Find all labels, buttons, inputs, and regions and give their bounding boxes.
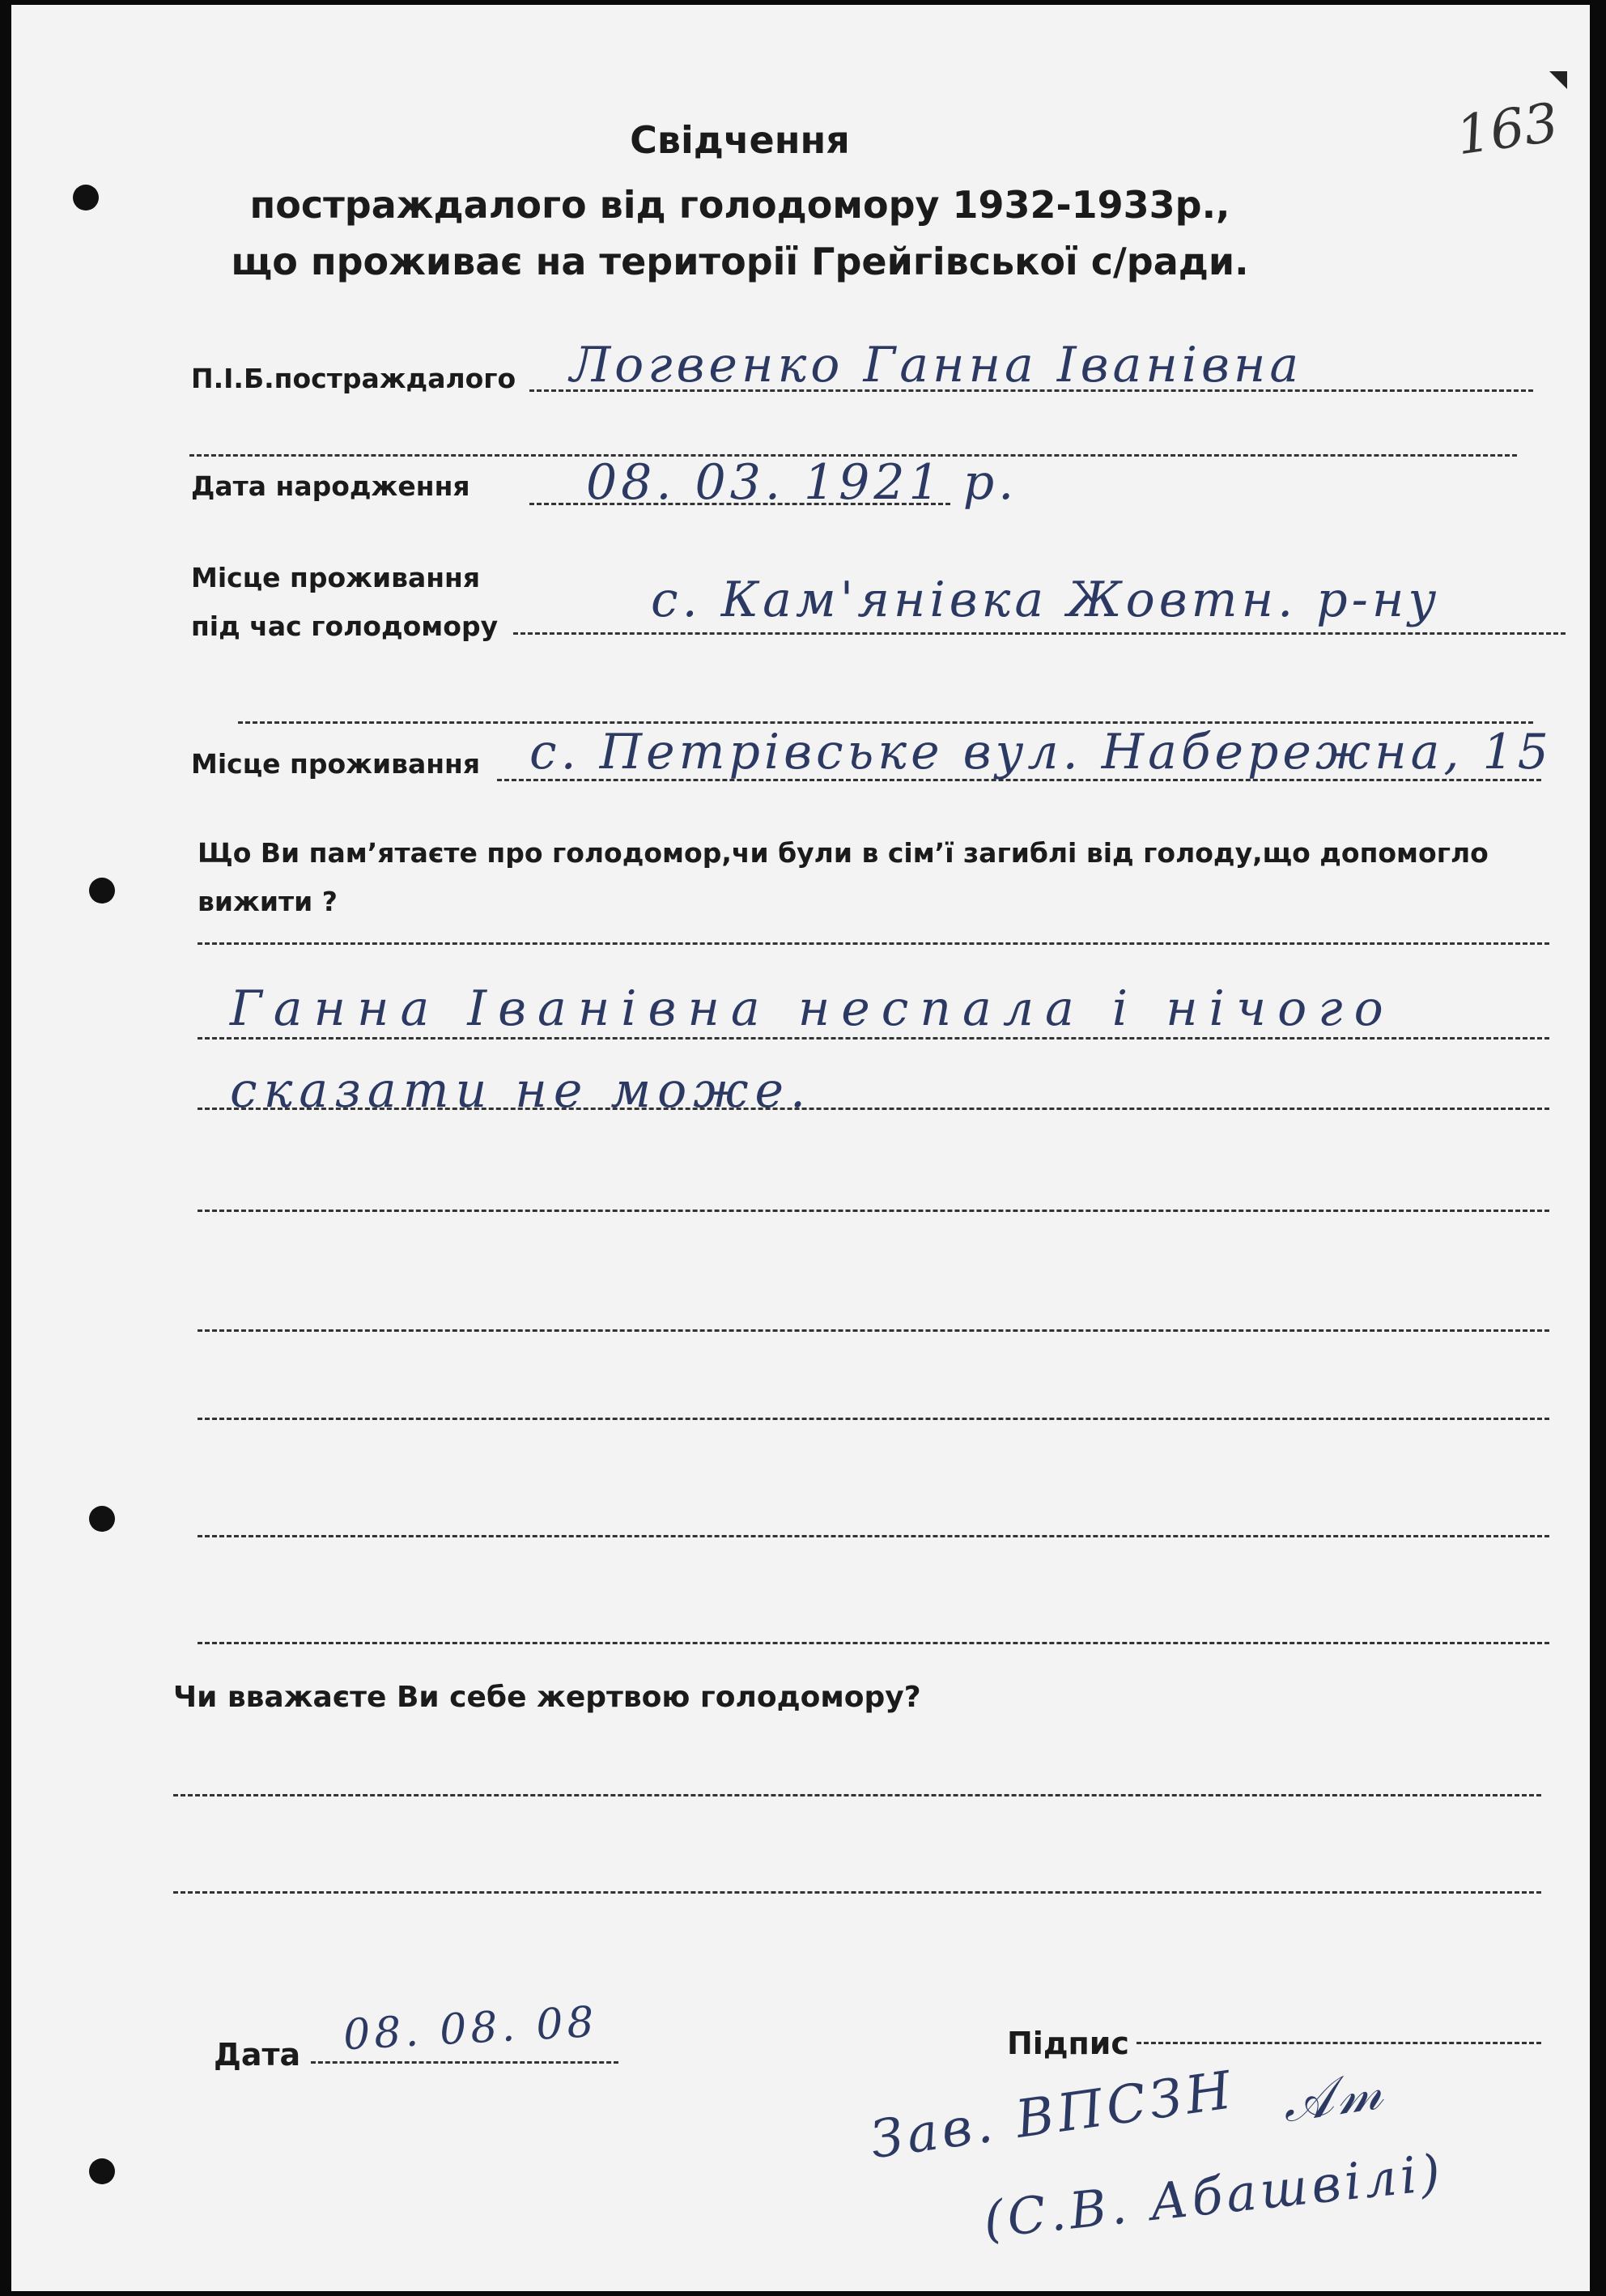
punch-hole-4: [89, 2158, 115, 2184]
date-underline: [311, 2061, 618, 2064]
answer-line-4: [198, 1210, 1549, 1212]
answer-text-line1: Ганна Іванівна неспала і нічого: [230, 980, 1395, 1037]
signature-label: Підпис: [1007, 2026, 1129, 2061]
answer-line-1: [198, 942, 1549, 945]
corner-mark: [1549, 71, 1567, 89]
punch-hole-3: [89, 1506, 115, 1532]
answer-line-8: [198, 1642, 1549, 1644]
answer-line-6: [198, 1418, 1549, 1420]
name-label: П.І.Б.постраждалого: [191, 363, 516, 394]
question1-line2: вижити ?: [198, 886, 338, 917]
question2-line-2: [173, 1891, 1541, 1894]
signature-mark: 𝒜𝓂: [1278, 2058, 1391, 2135]
residence-during-label-line1: Місце проживання: [191, 562, 481, 593]
residence-during-underline: [513, 632, 1566, 635]
document-page: [11, 5, 1590, 2291]
residence-during-label-line2: під час голодомору: [191, 610, 499, 642]
answer-line-2: [198, 1037, 1549, 1040]
document-subtitle-line2: що проживає на території Грейгівської с/ради.: [231, 240, 1249, 283]
signature-underline: [1137, 2042, 1541, 2044]
birth-date-value: 08. 03. 1921 р.: [586, 454, 1018, 511]
answer-text-line2: сказати не може.: [230, 1062, 813, 1119]
document-subtitle-line1: постраждалого від голодомору 1932-1933р.,: [249, 183, 1230, 227]
page-number: 163: [1452, 91, 1562, 168]
question1-line1: Що Ви пам’ятаєте про голодомор,чи були в сім’ї загиблі від голоду,що допомогло: [198, 837, 1489, 869]
official-line2: (С.В. Абашвілі): [980, 2142, 1447, 2250]
residence-value: с. Петрівське вул. Набережна, 15: [529, 724, 1553, 780]
document-title: Свідчення: [630, 118, 850, 162]
answer-line-5: [198, 1329, 1549, 1332]
birth-date-label: Дата народження: [191, 470, 470, 502]
official-line1: Зав. ВПСЗН: [867, 2060, 1239, 2171]
question2-line-1: [173, 1794, 1541, 1796]
residence-label: Місце проживання: [191, 748, 481, 780]
answer-line-7: [198, 1535, 1549, 1537]
date-label: Дата: [214, 2037, 301, 2073]
name-value: Логвенко Ганна Іванівна: [570, 337, 1303, 393]
punch-hole-2: [89, 878, 115, 904]
question2-text: Чи вважаєте Ви себе жертвою голодомору?: [173, 1681, 921, 1714]
residence-during-value: с. Кам'янівка Жовтн. р-ну: [651, 572, 1441, 628]
date-value: 08. 08. 08: [342, 1997, 599, 2060]
